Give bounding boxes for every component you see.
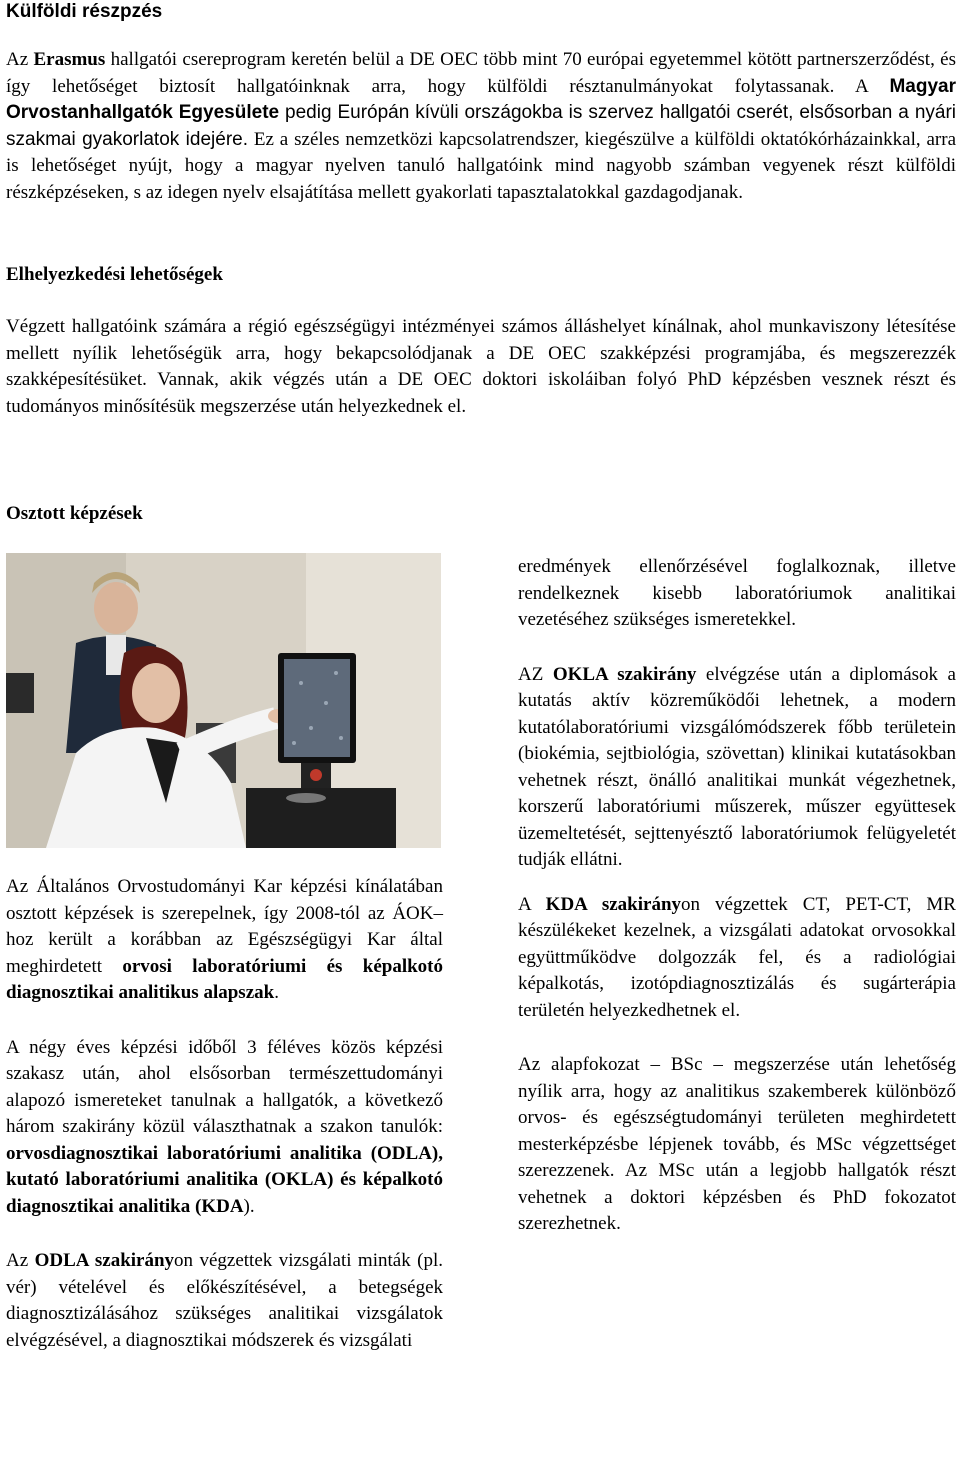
lab-photo <box>6 553 441 848</box>
text: Ez a széles nemzetközi kapcsolatrendszer, kiegészülve a külföldi oktatókórházainkkal, arra is lehetőséget nyújt, hogy a magyar nyelven tanuló hallgatóink mind nagyobb számban vegyenek részt külföldi részképzéseken, s az idegen nyelv elsajátítása mellett gyakorlati tapasztalatokkal gazdagodjanak. <box>6 128 957 203</box>
text: Az <box>6 49 34 70</box>
text: elvégzése után a diplomások a kutatás aktív közreműködői lehetnek, a modern kutatólaboratóriumi vizsgálómódszerek főbb területein (biokémia, sejtbiológia, szövettan) klinikai kutatásokban vehetnek részt, önálló analitikai munkát végezhetnek, korszerű laboratóriumi műszerek, műszer együttesek üzemeltetését, sejttenyésztő laboratóriumok felügyeletét tudják ellátni. <box>518 663 956 870</box>
paragraph-bsc-msc: Az alapfokozat – BSc – megszerzése után lehetőség nyílik arra, hogy az analitikus szakemberek különböző orvos- és egészségtudományi területen meghirdetett mesterképzésbe lépjenek tovább, és MSc végzettséget szerezzenek. Az MSc után a legjobb hallgatók részt vehetnek a doktori képzésben és PhD fokozatot szerezhetnek. <box>518 1054 956 1234</box>
text: A <box>518 893 546 915</box>
bold-text: KDA szakirány <box>545 893 682 915</box>
text: . <box>274 982 279 1003</box>
text: Az Általános Orvostudományi Kar képzési kínálatában osztott képzések is szerepelnek, így 2008-tól az ÁOK–hoz került a korábban az Egészségügyi Kar által meghirdetett <box>6 876 443 977</box>
bold-text: OKLA szakirány <box>552 663 697 685</box>
right-column <box>518 554 956 1238</box>
paragraph-erasmus <box>6 47 956 206</box>
paragraph-odla-continued: eredmények ellenőrzésével foglalkoznak, illetve rendelkeznek kisebb laboratóriumok analitikai vezetéséhez szükséges ismeretekkel. <box>518 556 956 630</box>
paragraph-elhelyezkedes: Végzett hallgatóink számára a régió egészségügyi intézményei számos álláshelyet kínálnak, ahol munkaviszony létesítése mellett nyílik lehetőségük arra, hogy bekapcsolódjanak a DE OEC szakképzési programjába, és megszerezzék szakképesítésüket. Vannak, akik végzés után a DE OEC doktori iskoláiban folyó PhD képzésben vesznek részt és tudományos minősítésük megszerzése után helyezkednek el. <box>6 316 956 417</box>
lab-photo-illustration <box>6 553 441 848</box>
bold-text: orvosi laboratóriumi és képalkotó diagnosztikai analitikus alapszak <box>6 955 443 1003</box>
paragraph-okla <box>518 662 956 874</box>
text: on végzettek vizsgálati minták (pl. vér) vételével és előkészítésével, a betegségek diagnosztizálásához szükséges analitikai vizsgálatok elvégzésével, a diagnosztikai módszerek és vizsgálati <box>6 1250 443 1351</box>
paragraph-osztott-kepzes <box>6 874 443 1007</box>
bold-text: ODLA szakirány <box>34 1250 175 1271</box>
bold-text: Magyar Orvostanhallgatók Egyesülete <box>6 75 956 123</box>
text: AZ <box>518 663 553 685</box>
bold-text: Erasmus <box>33 49 106 70</box>
text: Az <box>6 1250 35 1271</box>
text: hallgatói csereprogram keretén belül a DE OEC több mint 70 európai egyetemmel kötött partnerszerződést, és így lehetőséget biztosít hallgatóinknak arra, hogy külföldi résztanulmányokat folytassanak. A <box>6 49 956 97</box>
paragraph-kda <box>518 892 956 1025</box>
text: A négy éves képzési időből 3 féléves közös képzési szakasz után, ahol elsősorban természettudományi alapozó ismereteket tanulnak a hallgatók, a következő három szakirány közül választhatnak a szakon tanulók: <box>6 1036 443 1137</box>
paragraph-odla <box>6 1248 443 1354</box>
heading-kulfoldi-reszkepzes: Külföldi részpzés <box>6 1 163 22</box>
text: ). <box>243 1195 255 1217</box>
left-column <box>6 874 443 1354</box>
bold-text: orvosdiagnosztikai laboratóriumi analitika (ODLA), kutató laboratóriumi analitika (OKLA) és képalkotó diagnosztikai analitika (KDA <box>6 1142 443 1217</box>
text: on végzettek CT, PET-CT, MR készülékeket kezelnek, a vizsgálati adatokat orvosokkal együttműködve dolgozzák fel, és a radiológiai képalkotás, izotópdiagnosztizálás és sugárterápia területén helyezkedhetnek el. <box>518 893 956 1021</box>
paragraph-szakiranyok <box>6 1035 443 1221</box>
heading-elhelyezkedesi-lehetosegek: Elhelyezkedési lehetőségek <box>6 264 223 285</box>
heading-osztott-kepzesek: Osztott képzések <box>6 503 143 524</box>
text: pedig Európán kívüli országokba is szervez hallgatói cserét, elsősorban a nyári szakmai gyakorlatok idejére. <box>6 102 956 150</box>
